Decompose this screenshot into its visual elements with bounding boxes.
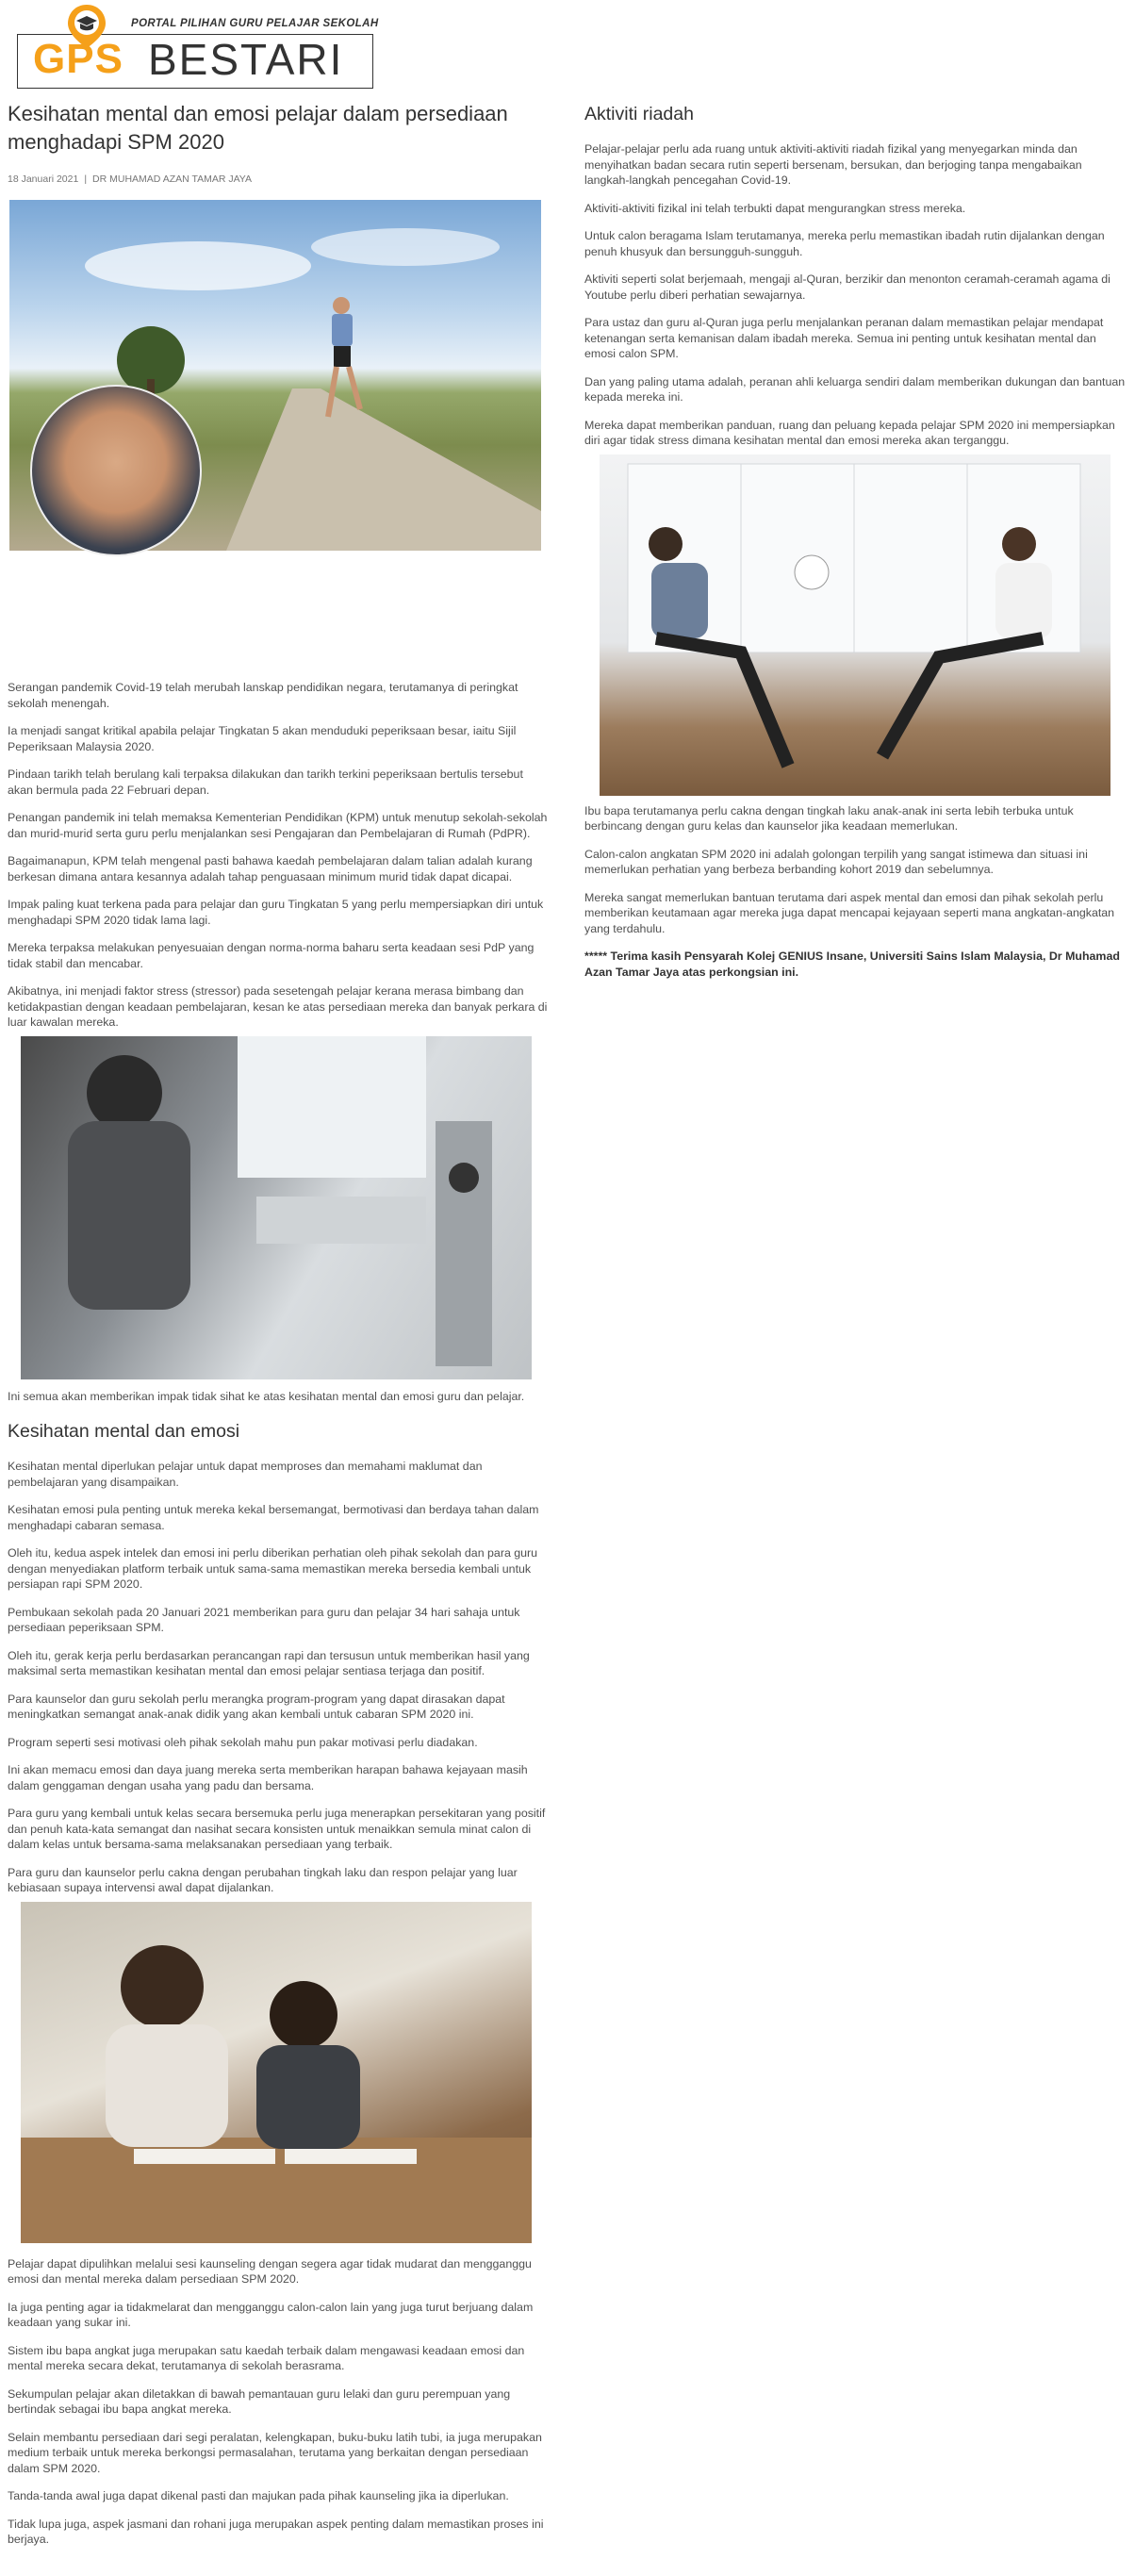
sports-paragraph: Untuk calon beragama Islam terutamanya, mereka perlu memastikan ibadah rutin dijalankan dengan penuh khusyuk dan bersungguh-sungguh.: [584, 229, 1105, 258]
article-author: DR MUHAMAD AZAN TAMAR JAYA: [92, 173, 253, 185]
sports-paragraph: Aktiviti seperti solat berjemaah, mengaji al-Quran, berzikir dan menonton ceramah-ceramah agama di Youtube perlu diberi perhatian sewajarnya.: [584, 272, 1110, 302]
after-counsel-paragraph: Ibu bapa terutamanya perlu cakna dengan tingkah laku anak-anak ini serta lebih terbuka untuk berbincang dengan guru kelas dan kaunselor jika keadaan memerlukan.: [584, 803, 1074, 833]
article-credit: ***** Terima kasih Pensyarah Kolej GENIUS Insane, Universiti Sains Islam Malaysia, Dr Muhamad Azan Tamar Jaya atas perkongsian ini.: [584, 949, 1120, 979]
logo-tagline: PORTAL PILIHAN GURU PELAJAR SEKOLAH: [131, 18, 379, 29]
students-studying-image: [21, 1902, 532, 2243]
mental-paragraph: Kesihatan mental diperlukan pelajar untuk dapat memproses dan memahami maklumat dan pembelajaran yang disampaikan.: [8, 1460, 483, 1489]
author-portrait: [30, 385, 202, 556]
section-heading-sports: Aktiviti riadah: [584, 104, 694, 124]
after-study-paragraph: Ia juga penting agar ia tidakmelarat dan mengganggu calon-calon lain yang juga turut berjuang dalam keadaan yang sukar ini.: [8, 2300, 534, 2329]
mental-paragraph: Oleh itu, gerak kerja perlu berdasarkan perancangan rapi dan tersusun untuk memberikan hasil yang maksimal serta memastikan kesihatan mental dan emosi pelajar sentiasa terjaga dan positif.: [8, 1648, 530, 1677]
sports-paragraph: Para ustaz dan guru al-Quran juga perlu menjalankan peranan dalam memastikan pelajar mendapat ketenangan serta kemanisan dalam ibadah mereka. Semua ini penting untuk kesihatan mental dan emosi calon SPM.: [584, 316, 1104, 360]
counsel-illustration: [600, 454, 1110, 796]
after-study-paragraph: Tidak lupa juga, aspek jasmani dan rohani juga merupakan aspek penting dalam memastikan proses ini berjaya.: [8, 2517, 544, 2546]
mental-paragraph: Pembukaan sekolah pada 20 Januari 2021 memberikan para guru dan pelajar 34 hari sahaja untuk persediaan peperiksaan SPM.: [8, 1605, 520, 1634]
page-title: Kesihatan mental dan emosi pelajar dalam persediaan menghadapi SPM 2020: [8, 102, 508, 154]
article-left-column: [8, 94, 550, 2560]
site-header: [17, 0, 379, 91]
sports-paragraph: Mereka dapat memberikan panduan, ruang dan peluang kepada pelajar SPM 2020 ini mempersiapkan diri agar tidak stress dimana kesihatan mental dan emosi mereka akan terganggu.: [584, 418, 1115, 447]
mental-paragraph: Para guru yang kembali untuk kelas secara bersemuka perlu juga menerapkan persekitaran yang positif dan penuh kata-kata semangat dan nasihat secara konsisten untuk menaikkan semula minat calon di dalam kelas untuk bersama-sama melaksanakan persediaan yang terbaik.: [8, 1807, 546, 1851]
mental-paragraph: Para guru dan kaunselor perlu cakna dengan perubahan tingkah laku dan respon pelajar yang luar kebiasaan supaya intervensi awal dapat dijalankan.: [8, 1865, 518, 1894]
article-date: 18 Januari 2021: [8, 173, 79, 185]
sports-paragraph: Aktiviti-aktiviti fizikal ini telah terbukti dapat mengurangkan stress mereka.: [584, 201, 966, 215]
study-illustration: [21, 1902, 532, 2243]
logo-bestari-text: BESTARI: [148, 35, 344, 84]
after-counsel-paragraph: Calon-calon angkatan SPM 2020 ini adalah golongan terpilih yang sangat istimewa dan situasi ini memerlukan perhatian yang berbeza berbanding kohort 2019 dan sebelumnya.: [584, 847, 1088, 876]
mental-paragraph: Para kaunselor dan guru sekolah perlu merangka program-program yang dapat dirasakan dapat meningkatkan semangat anak-anak didik yang akan kembali untuk cabaran SPM 2020 ini.: [8, 1692, 505, 1721]
mental-paragraph: Ini akan memacu emosi dan daya juang mereka serta memberikan harapan bahawa kejayaan masih dalam genggaman dengan usaha yang padu dan bersama.: [8, 1763, 528, 1792]
meta-separator: |: [84, 173, 88, 185]
intro-paragraph: Ia menjadi sangat kritikal apabila pelajar Tingkatan 5 akan menduduki peperiksaan besar, iaitu Sijil Peperiksaan Malaysia 2020.: [8, 724, 517, 753]
logo-gps-text: GPS: [33, 36, 123, 82]
article-right-column: [584, 94, 1126, 992]
intro-paragraph: Akibatnya, ini menjadi faktor stress (stressor) pada sesetengah pelajar kerana merasa bimbang dan ketidakpastian dengan keadaan pembelajaran, kesan ke atas persediaan mereka dan banyak perkara di luar kawalan mereka.: [8, 984, 548, 1029]
site-logo[interactable]: [17, 18, 379, 89]
mental-paragraph: Oleh itu, kedua aspek intelek dan emosi ini perlu diberikan perhatian oleh pihak sekolah dan para guru dengan menyediakan platform terbaik untuk sama-sama memastikan mereka bersedia kembali untuk persiapan rapi SPM 2020.: [8, 1546, 538, 1591]
mental-paragraph: Program seperti sesi motivasi oleh pihak sekolah mahu pun pakar motivasi perlu diadakan.: [8, 1735, 478, 1749]
intro-paragraph: Penangan pandemik ini telah memaksa Kementerian Pendidikan (KPM) untuk menutup sekolah-sekolah dan murid-murid serta guru perlu menjalankan sesi Pengajaran dan Pembelajaran di Rumah (PdPR).: [8, 811, 548, 840]
intro-paragraph: Pindaan tarikh telah berulang kali terpaksa dilakukan dan tarikh terkini peperiksaan bertulis tersebut akan bermula pada 22 Februari depan.: [8, 768, 523, 797]
intro-paragraph: Serangan pandemik Covid-19 telah merubah lanskap pendidikan negara, terutamanya di peringkat sekolah menengah.: [8, 681, 518, 710]
sports-paragraph: Dan yang paling utama adalah, peranan ahli keluarga sendiri dalam memberikan dukungan dan bantuan kepada mereka ini.: [584, 374, 1126, 404]
after-study-paragraph: Selain membantu persediaan dari segi peralatan, kelengkapan, buku-buku latih tubi, ia juga merupakan medium terbaik untuk mereka berkongsi permasalahan, terutama yang berkaitan dengan persediaan dalam SPM 2020.: [8, 2430, 542, 2475]
sports-paragraph: Pelajar-pelajar perlu ada ruang untuk aktiviti-aktiviti riadah fizikal yang menyegarkan minda dan menyihatkan badan secara rutin seperti bersenam, bersukan, dan berjoging tanpa mengabaikan langkah-langkah pencegahan Covid-19.: [584, 142, 1082, 187]
after-study-paragraph: Tanda-tanda awal juga dapat dikenal pasti dan majukan pada pihak kaunseling jika ia diperlukan.: [8, 2489, 509, 2502]
stressed-student-image: [21, 1036, 532, 1379]
after-study-paragraph: Pelajar dapat dipulihkan melalui sesi kaunseling dengan segera agar tidak mudarat dan mengganggu emosi dan mental mereka dalam persediaan SPM 2020.: [8, 2256, 532, 2286]
intro-paragraph: Bagaimanapun, KPM telah mengenal pasti bahawa kaedah pembelajaran dalam talian adalah kurang berkesan dimana antara kesannya adalah tahap penguasaan minimum murid tidak dapat dicapai.: [8, 854, 533, 883]
intro-paragraph: Impak paling kuat terkena pada para pelajar dan guru Tingkatan 5 yang perlu mempersiapkan diri untuk menghadapi SPM 2020 tidak lama lagi.: [8, 898, 544, 927]
after-study-paragraph: Sistem ibu bapa angkat juga merupakan satu kaedah terbaik dalam mengawasi keadaan emosi dan mental mereka secara dekat, terutamanya di sekolah berasrama.: [8, 2343, 525, 2372]
stress-illustration: [21, 1036, 532, 1379]
after-study-paragraph: Sekumpulan pelajar akan diletakkan di bawah pemantauan guru lelaki dan guru perempuan yang bertindak sebagai ibu bapa angkat mereka.: [8, 2386, 511, 2416]
article-meta: [8, 173, 550, 185]
mental-paragraph: Kesihatan emosi pula penting untuk mereka kekal bersemangat, bermotivasi dan berdaya tahan dalam menghadapi cabaran semasa.: [8, 1503, 539, 1532]
counselling-session-image: [600, 454, 1110, 796]
intro-paragraph: Mereka terpaksa melakukan penyesuaian dengan norma-norma baharu serta keadaan sesi PdP yang tidak stabil dan mencabar.: [8, 941, 535, 970]
section-heading-mental: Kesihatan mental dan emosi: [8, 1421, 240, 1442]
after-stress-paragraph: Ini semua akan memberikan impak tidak sihat ke atas kesihatan mental dan emosi guru dan pelajar.: [8, 1389, 525, 1403]
after-counsel-paragraph: Mereka sangat memerlukan bantuan terutama dari aspek mental dan emosi dan pihak sekolah perlu memberikan keutamaan agar mereka juga dapat mencapai kejayaan seperti mana angkatan-angkatan yang terdahulu.: [584, 890, 1115, 935]
hero-image-jogger: [9, 200, 541, 551]
